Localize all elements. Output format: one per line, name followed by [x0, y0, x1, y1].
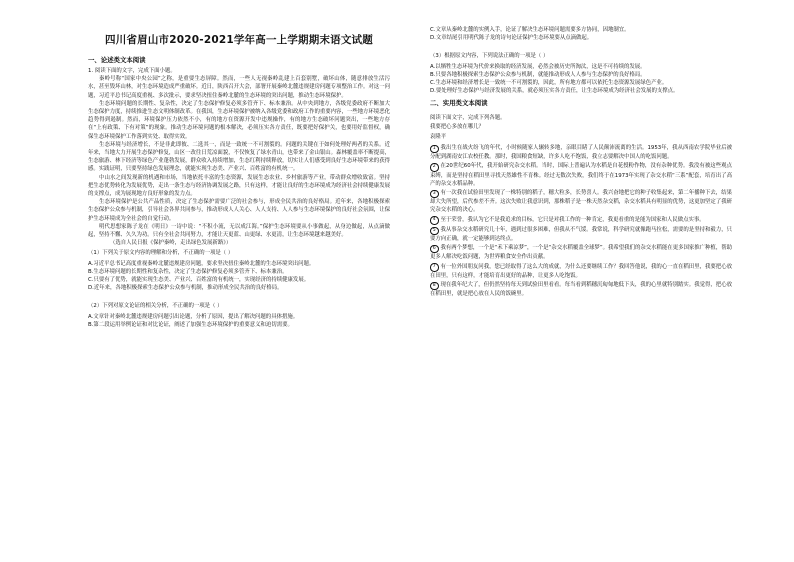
page-title: 四川省眉山市2020-2021学年高一上学期期末语文试题 [105, 34, 373, 46]
question-3-stem: （3）根据原文内容，下列说法正确的一项是（ ） [430, 53, 549, 60]
question-2-option-a: A.文章针对秦岭北麓违规建房问题引出论题，分析了原因，提出了解决问题的具体措施。 [88, 313, 299, 320]
passage-paragraph: 秦岭号称“国家中央公园”之称，是重要生态屏障。然而，一些人无视秦岭乱建上百套别墅，破坏山体，随意排放生活污水，甚至毁坏山林，对生态环境造成严重破坏。近日，陕西召开大会，部署开展秦岭北麓违规建房问题专项整治工作。对这一问题，习近平总书记高度重视、多次批示，要求坚决扭住秦岭北麓的生态环境的突出问题，推动生态环境保护。 [88, 76, 390, 99]
question-2-option-c: C.文章从秦岭北麓的实例入手，论证了解决生态环境问题需要多方协同，因地制宜。 [430, 27, 630, 33]
numbered-paragraph: 6 我有两个梦想，一个是“禾下乘凉梦”，一个是“杂交水稻覆盖全球梦”。我希望我们的杂交水稻能在更多国家推广种植，帮助更多人解决吃饭问题，为世界粮食安全作出贡献。 [430, 245, 732, 261]
question-1-option-b: B.生态环境问题的长期性和复杂性，决定了生态保护修复必须多管齐下、标本兼治。 [88, 268, 288, 275]
question-3-option-d: D.要处理好生态保护与经济发展的关系，就必须压实各方责任，让生态环境成为经济社会发展的支撑点。 [430, 88, 679, 95]
numbered-paragraph: 4 至于荣誉，我认为它不是我追求的目标，它只是对我工作的一种肯定，我更看重的是能为国家和人民做点实事。 [430, 216, 732, 225]
question-1-option-a: A.习近平总书记高度重视秦岭北麓违规建房问题，要求坚决扭住秦岭北麓的生态环境突出问题。 [88, 260, 315, 267]
paragraph-number-icon: 4 [430, 216, 439, 225]
question-3-option-b: B.只要各地积极探索生态保护公众参与机制，就能推动形成人人参与生态保护的良好格局。 [430, 71, 646, 78]
question-1-stem: （1）下列关于原文内容的理解和分析，不正确的一项是（ ） [88, 250, 234, 257]
question-heading-1: 1. 阅读下面的文字，完成下面小题。 [88, 68, 176, 74]
question-3-option-c: C.生态环境和经济增长是一致统一不可割裂的，因此，所有地方都可以依托生态资源发展绿色产业。 [430, 80, 668, 87]
right-column [430, 26, 732, 299]
passage-paragraph: 明代思想家陈子龙在《明日》一诗中说：“不积小流，无以成江海。”保护生态环境要从小事做起，从身边做起，从点滴做起，坚持不懈、久久为功。只有全社会共同努力，才能让天更蓝、山更绿、水更清，让生态环境越来越美好。 [88, 223, 390, 239]
passage-paragraph: 生态环境与经济增长，不是非此即彼、二选其一，而是一致统一不可割裂的。问题的关键在于如何处理好两者的关系。近年来，当地大力开展生态保护修复，山区一改往日荒凉面貌，不仅恢复了绿水青山，也带来了金山银山。森林覆盖率不断提高，生态旅游、林下经济等绿色产业蓬勃发展，群众收入持续增加，生态红利持续释放，切实让人们感受到良好生态环境带来的获得感。实践证明，只要坚持绿色发展理念，就能实现生态美、产业兴、百姓富的有机统一。 [88, 141, 390, 173]
numbered-paragraph: 2 在20世纪60年代，我开始研究杂交水稻。当时，国际上普遍认为水稻是自花授粉作物，没有杂种优势。我没有被这些观点束缚，而是坚持在稻田里寻找天然雄性不育株。经过无数次失败，我们终于在1973年实现了杂交水稻“三系”配套，培育出了高产的杂交水稻品种。 [430, 163, 732, 187]
question-2-option-b: B.第二段运用举例论证和对比论证，阐述了加强生态环境保护的重要意义和迫切需要。 [88, 321, 293, 328]
passage-paragraph: 生态环境问题的长期性、复杂性，决定了生态保护修复必须多管齐下、标本兼治。从中央到地方，各级党委政府不断加大生态保护力度，持续推进生态文明体制改革。在我国，生态环境保护被纳入各级党委和政府工作的重要内容，一些地方环境恶化趋势得到遏制。然而，环境保护压力依然不小，有的地方在资源开发中违规操作，有的地方生态破坏问题突出，一些地方存在“上有政策、下有对策”的现象。推动生态环境问题的根本解决，必须压实各方责任，既要把好保护关，也要用好监督权，确保生态环境保护工作落到实处、取得实效。 [88, 100, 390, 140]
numbered-paragraph: 7 有一位外国朋友问我，您已经取得了这么大的成就，为什么还要继续工作？我回答他说，我的心一直在稻田里，我要把心放在田里，只有这样，才能培育出更好的品种，让更多人吃饱饭。 [430, 263, 732, 279]
paragraph-number-icon: 3 [430, 190, 439, 199]
left-column [88, 26, 390, 329]
question-1-option-d: D.近年来，各地积极探索生态保护公众参与机制，推动形成全民共治的良好格局。 [88, 285, 283, 292]
paragraph-number-icon: 6 [430, 245, 439, 254]
paragraph-number-icon: 2 [430, 163, 439, 172]
question-3-option-a: A.以牺牲生态环境为代价来换取的经济发展，必然会被历史所淘汰，这是不可持续的发展。 [430, 63, 646, 70]
article-byline: 袁隆平 [430, 133, 447, 140]
paragraph-number-icon: 5 [430, 227, 439, 236]
question-heading-4: 阅读下面文字，完成下列各题。 [430, 115, 506, 122]
section-heading-2: 二、实用类文本阅读 [430, 99, 488, 108]
passage-source: （选自人民日报《保护秦岭，走出绿色发展新路》） [110, 240, 232, 247]
section-heading-1: 一、论述类文本阅读 [88, 56, 146, 64]
numbered-paragraph: 1 我出生在战火纷飞的年代，小时候随家人辗转多地，亲眼目睹了人民颠沛流离的生活。1953年，我从西南农学院毕业后被分配到湖南安江农校任教。那时，我国粮食短缺，许多人吃不饱饭，我立志要解决中国人的吃饭问题。 [430, 145, 732, 161]
numbered-paragraph: 3 有一次我在试验田里发现了一株特别的稻子，穗大粒多，长势喜人。我兴奋地把它的种子收集起来，第二年播种下去，结果却大失所望，后代参差不齐。这次失败让我意识到，那株稻子是一株天然杂交稻，杂交水稻具有明显的优势，这更加坚定了我研究杂交水稻的决心。 [430, 190, 732, 214]
paragraph-number-icon: 8 [430, 282, 439, 291]
passage-paragraph: 生态环境保护是公共产品性质，决定了生态保护需要广泛的社会参与，形成全民共治的良好格局。近年来，各地积极探索生态保护公众参与机制，引导社会各界共同参与，推动形成人人关心、人人支持、人人参与生态环境保护的良好社会氛围，让保护生态环境成为全社会的自觉行动。 [88, 199, 390, 222]
paragraph-number-icon: 7 [430, 263, 439, 272]
paragraph-number-icon: 1 [430, 145, 439, 154]
question-2-stem: （2）下列对原文论证的相关分析，不正确的一项是（ ） [88, 303, 223, 310]
question-1-option-c: C.只要有了优势，就能实现生态美、产业兴、百姓富的有机统一，实现经济的持续健康发展。 [88, 277, 310, 284]
article-title: 我要把心多放在哪儿？ [430, 123, 484, 130]
passage-paragraph: 中山水之间发现新的机遇和市场，当地依托丰富的生态资源，发展生态农业、乡村旅游等产业，带动群众增收致富。坚持把生态优势转化为发展优势，走出一条生态与经济协调发展之路，只有这样，才能让良好的生态环境成为经济社会持续健康发展的支撑点，成为展现地方良好形象的发力点。 [88, 174, 390, 198]
question-2-option-d: D.文章结尾引用明代陈子龙的诗句论证保护生态环境要从点滴做起。 [430, 35, 593, 42]
numbered-paragraph: 8 现在我年纪大了，但仍然坚持每天到试验田里看看。每当看到稻穗沉甸甸地低下头，我的心里就特别踏实。我觉得，把心放在稻田里，就是把心放在人民的饭碗里。 [430, 282, 732, 298]
numbered-paragraph: 5 我从事杂交水稻研究几十年，遇到过很多困难，但我从不气馁。我常说，科学研究就像跑马拉松，需要的是坚持和毅力，只要方向正确，就一定能够到达终点。 [430, 226, 732, 243]
